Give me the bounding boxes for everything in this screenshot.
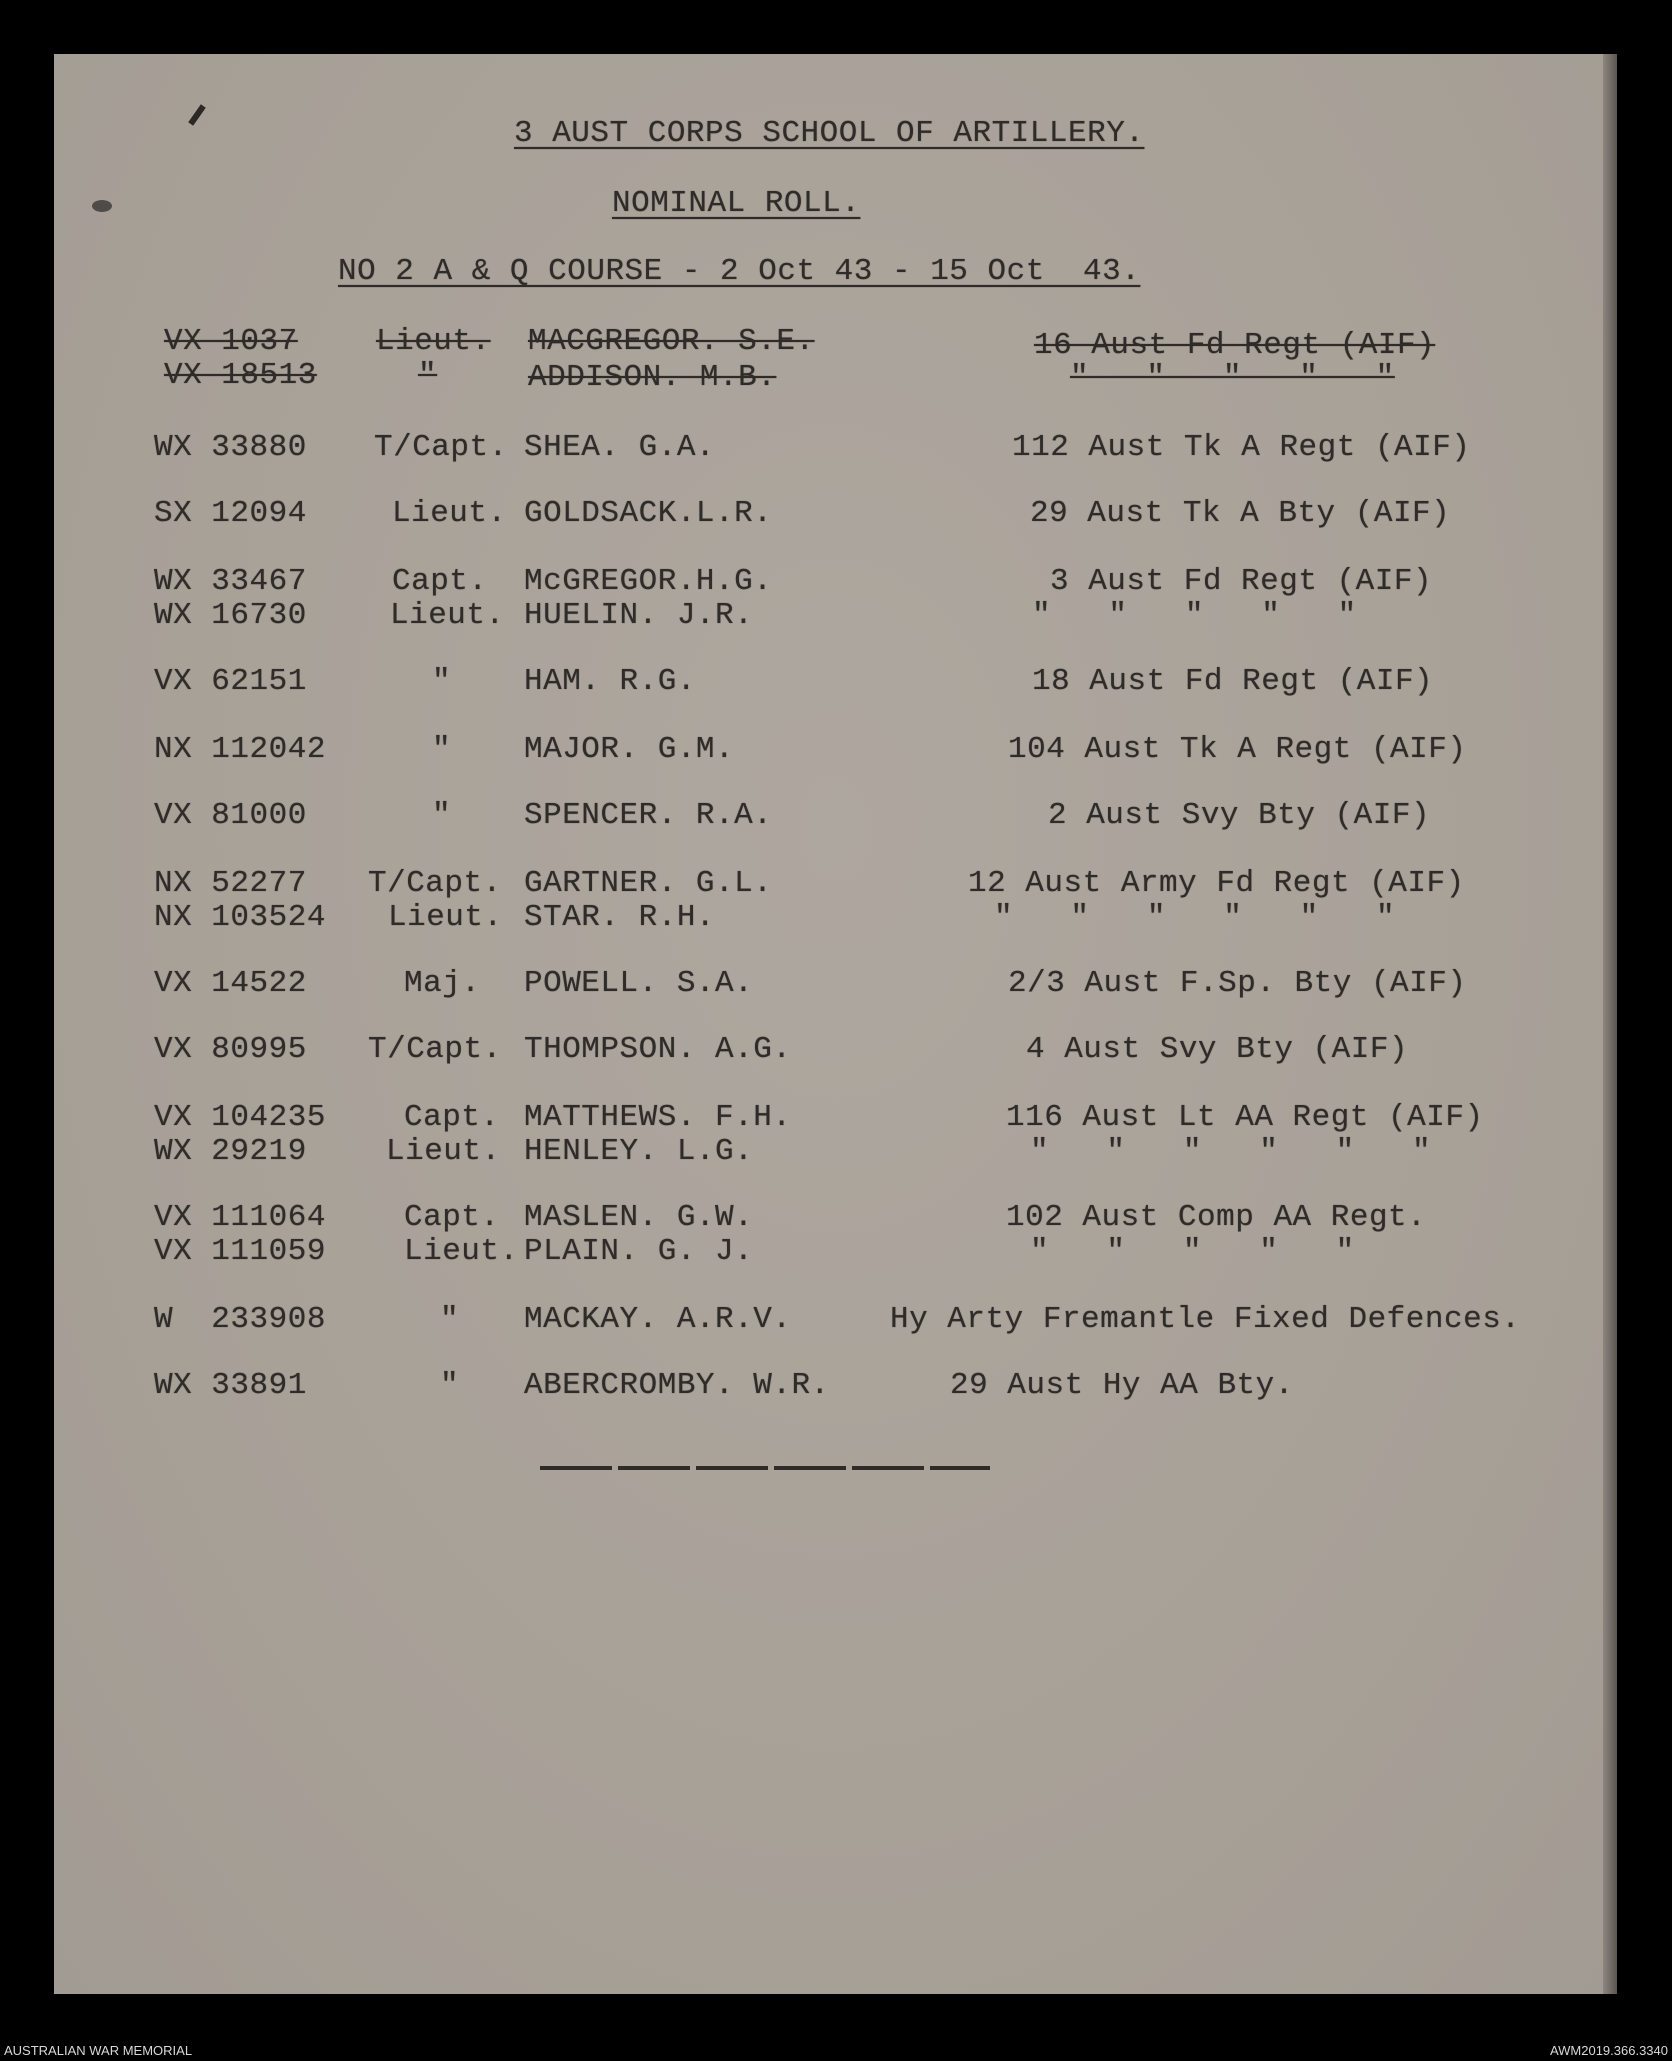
entry-rank: Capt. <box>392 564 488 599</box>
entry-number: VX 14522 <box>154 966 307 1001</box>
entry-unit: 4 Aust Svy Bty (AIF) <box>1026 1032 1409 1067</box>
entry-name: PLAIN. G. J. <box>524 1234 754 1269</box>
page-edge-shadow <box>1603 54 1617 1994</box>
entry-unit: 112 Aust Tk A Regt (AIF) <box>1012 430 1471 465</box>
struck-name: ADDISON. M.B. <box>528 360 777 395</box>
entry-unit: 116 Aust Lt AA Regt (AIF) <box>1006 1100 1484 1135</box>
entry-rank: " <box>432 732 452 767</box>
entry-number: WX 33467 <box>154 564 307 599</box>
entry-rank: " <box>440 1368 460 1403</box>
footer-right: AWM2019.366.3340 <box>1549 2043 1668 2058</box>
ink-mark <box>92 200 112 212</box>
entry-number: W 233908 <box>154 1302 326 1337</box>
entry-number: NX 112042 <box>154 732 326 767</box>
entry-rank: Lieut. <box>392 496 507 531</box>
struck-number: VX 18513 <box>164 358 317 393</box>
entry-unit: 18 Aust Fd Regt (AIF) <box>1032 664 1434 699</box>
struck-name: MACGREGOR. S.E. <box>528 324 815 359</box>
entry-rank: " <box>440 1302 460 1337</box>
entry-name: HENLEY. L.G. <box>524 1134 754 1169</box>
entry-number: VX 111064 <box>154 1200 326 1235</box>
entry-number: VX 111059 <box>154 1234 326 1269</box>
entry-unit: 2/3 Aust F.Sp. Bty (AIF) <box>1008 966 1467 1001</box>
struck-rank: Lieut. <box>376 324 491 359</box>
entry-number: WX 33891 <box>154 1368 307 1403</box>
entry-rank: Capt. <box>404 1200 500 1235</box>
entry-unit: 102 Aust Comp AA Regt. <box>1006 1200 1427 1235</box>
entry-name: HUELIN. J.R. <box>524 598 754 633</box>
entry-rank: " <box>432 798 452 833</box>
entry-name: GOLDSACK.L.R. <box>524 496 773 531</box>
entry-rank: T/Capt. <box>368 866 502 901</box>
entry-name: MASLEN. G.W. <box>524 1200 754 1235</box>
entry-rank: Capt. <box>404 1100 500 1135</box>
entry-name: STAR. R.H. <box>524 900 716 935</box>
entry-rank: T/Capt. <box>374 430 508 465</box>
entry-number: VX 80995 <box>154 1032 307 1067</box>
entry-name: SHEA. G.A. <box>524 430 716 465</box>
entry-name: MACKAY. A.R.V. <box>524 1302 792 1337</box>
entry-number: VX 104235 <box>154 1100 326 1135</box>
entry-unit: 104 Aust Tk A Regt (AIF) <box>1008 732 1467 767</box>
entry-unit: 29 Aust Tk A Bty (AIF) <box>1030 496 1451 531</box>
entry-number: WX 33880 <box>154 430 307 465</box>
course-line: NO 2 A & Q COURSE - 2 Oct 43 - 15 Oct 43. <box>338 254 1141 289</box>
entry-number: VX 81000 <box>154 798 307 833</box>
struck-rank: " <box>418 358 438 393</box>
entry-unit: 3 Aust Fd Regt (AIF) <box>1050 564 1433 599</box>
entry-rank: Lieut. <box>388 900 503 935</box>
entry-rank: T/Capt. <box>368 1032 502 1067</box>
entry-name: SPENCER. R.A. <box>524 798 773 833</box>
entry-name: ABERCROMBY. W.R. <box>524 1368 830 1403</box>
entry-name: POWELL. S.A. <box>524 966 754 1001</box>
entry-unit: " " " " " <box>1030 1234 1355 1269</box>
entry-number: NX 103524 <box>154 900 326 935</box>
entry-unit: 2 Aust Svy Bty (AIF) <box>1048 798 1431 833</box>
entry-name: GARTNER. G.L. <box>524 866 773 901</box>
entry-rank: " <box>432 664 452 699</box>
entry-unit: " " " " " " <box>994 900 1396 935</box>
footer-left: AUSTRALIAN WAR MEMORIAL <box>4 2043 193 2058</box>
entry-number: NX 52277 <box>154 866 307 901</box>
entry-number: WX 16730 <box>154 598 307 633</box>
document-title: 3 AUST CORPS SCHOOL OF ARTILLERY. <box>514 116 1145 151</box>
entry-unit: " " " " " " <box>1030 1134 1432 1169</box>
entry-number: WX 29219 <box>154 1134 307 1169</box>
closing-rule <box>540 1466 990 1470</box>
struck-unit: 16 Aust Fd Regt (AIF) <box>1034 328 1436 363</box>
entry-unit: Hy Arty Fremantle Fixed Defences. <box>890 1302 1521 1337</box>
entry-number: SX 12094 <box>154 496 307 531</box>
entry-rank: Lieut. <box>390 598 505 633</box>
document-subtitle: NOMINAL ROLL. <box>612 186 861 221</box>
entry-name: MATTHEWS. F.H. <box>524 1100 792 1135</box>
entry-rank: Maj. <box>404 966 481 1001</box>
entry-number: VX 62151 <box>154 664 307 699</box>
entry-rank: Lieut. <box>404 1234 519 1269</box>
entry-name: MAJOR. G.M. <box>524 732 735 767</box>
entry-rank: Lieut. <box>386 1134 501 1169</box>
struck-unit: " " " " " <box>1070 360 1395 395</box>
entry-unit: 29 Aust Hy AA Bty. <box>950 1368 1294 1403</box>
entry-name: HAM. R.G. <box>524 664 696 699</box>
struck-number: VX 1037 <box>164 324 298 359</box>
entry-name: THOMPSON. A.G. <box>524 1032 792 1067</box>
entry-unit: " " " " " <box>1032 598 1357 633</box>
entry-unit: 12 Aust Army Fd Regt (AIF) <box>968 866 1465 901</box>
entry-name: McGREGOR.H.G. <box>524 564 773 599</box>
